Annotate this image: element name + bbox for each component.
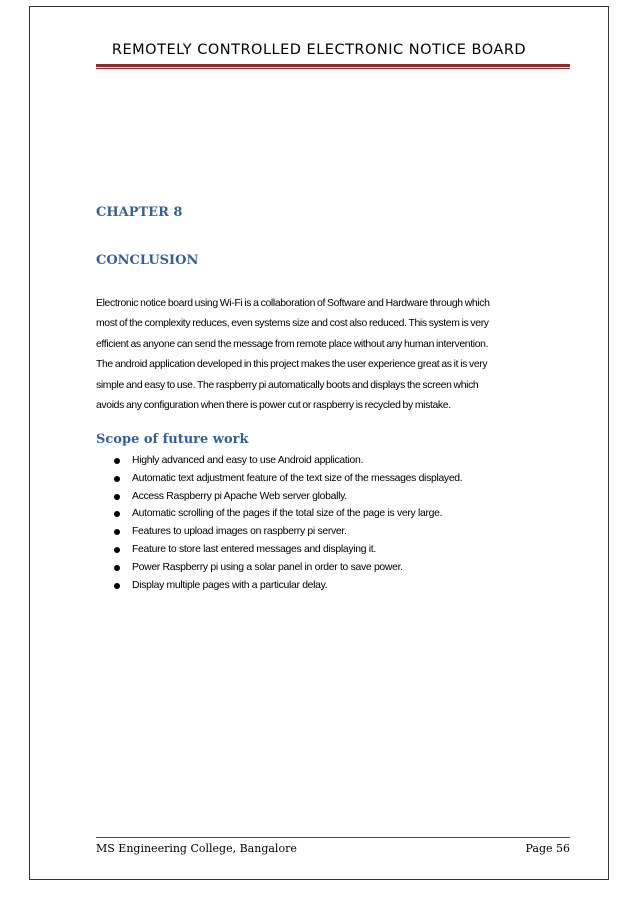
list-item-text: Access Raspberry pi Apache Web server globally. <box>132 490 347 502</box>
paragraph-line: Electronic notice board using Wi-Fi is a collaboration of Software and Hardware through which <box>96 298 490 309</box>
conclusion-paragraph <box>96 294 571 416</box>
bullet-icon <box>114 547 120 553</box>
bullet-icon <box>114 494 120 500</box>
list-item-text: Display multiple pages with a particular delay. <box>132 579 328 591</box>
page-number: Page 56 <box>525 842 570 855</box>
chapter-label: CHAPTER 8 <box>96 205 183 220</box>
list-item-text: Highly advanced and easy to use Android application. <box>132 455 364 466</box>
header-rule <box>96 64 570 67</box>
bullet-icon <box>114 565 120 571</box>
list-item-text: Power Raspberry pi using a solar panel in order to save power. <box>132 561 403 573</box>
bullet-icon <box>114 583 120 589</box>
section-heading-conclusion: CONCLUSION <box>96 253 199 268</box>
header-rule-thin <box>96 68 570 69</box>
footer-institution: MS Engineering College, Bangalore <box>96 842 297 855</box>
running-header: REMOTELY CONTROLLED ELECTRONIC NOTICE BOARD <box>111 42 527 58</box>
paragraph-line: most of the complexity reduces, even systems size and cost also reduced. This system is very <box>96 318 489 330</box>
list-item-text: Automatic text adjustment feature of the text size of the messages displayed. <box>132 472 463 484</box>
section-heading-scope: Scope of future work <box>96 432 249 447</box>
list-item-text: Feature to store last entered messages and displaying it. <box>132 543 376 555</box>
list-item-text: Features to upload images on raspberry pi server. <box>132 526 347 538</box>
bullet-icon <box>114 476 120 482</box>
bullet-icon <box>114 458 120 464</box>
paragraph-line: simple and easy to use. The raspberry pi automatically boots and displays the screen which <box>96 379 479 391</box>
paragraph-line: The android application developed in this project makes the user experience great as it is very <box>96 359 488 371</box>
footer-rule <box>96 837 570 838</box>
paragraph-line: efficient as anyone can send the message from remote place without any human intervention. <box>96 338 489 350</box>
list-item-text: Automatic scrolling of the pages if the total size of the page is very large. <box>132 508 443 520</box>
paragraph-line: avoids any configuration when there is power cut or raspberry is recycled by mistake. <box>96 400 451 412</box>
